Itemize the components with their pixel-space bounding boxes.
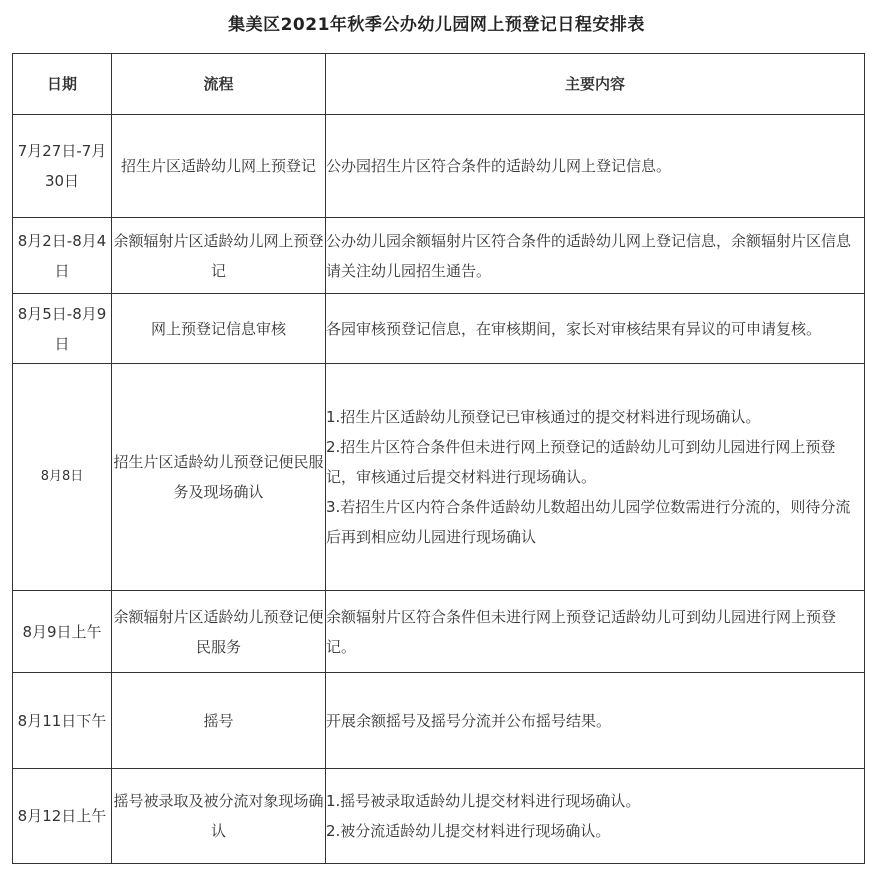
content-line: 1.招生片区适龄幼儿预登记已审核通过的提交材料进行现场确认。 [326, 408, 761, 426]
content-line: 公办幼儿园余额辐射片区符合条件的适龄幼儿网上登记信息，余额辐射片区信息请关注幼儿园招生通告。 [326, 231, 852, 280]
row-flow: 招生片区适龄幼儿预登记便民服务及现场确认 [112, 364, 326, 591]
table-row [13, 294, 865, 364]
content-line: 2.被分流适龄幼儿提交材料进行现场确认。 [326, 822, 611, 840]
row-content [326, 294, 865, 364]
row-content [326, 218, 865, 294]
header-date: 日期 [13, 54, 112, 115]
content-line: 开展余额摇号及摇号分流并公布摇号结果。 [326, 711, 612, 730]
row-date: 8月8日 [13, 364, 112, 591]
header-flow: 流程 [112, 54, 326, 115]
content-line: 公办园招生片区符合条件的适龄幼儿网上登记信息。 [326, 157, 672, 175]
row-date: 8月9日上午 [13, 591, 112, 673]
table-row [13, 673, 865, 769]
table-row [13, 364, 865, 591]
content-line: 2.招生片区符合条件但未进行网上预登记的适龄幼儿可到幼儿园进行网上预登记，审核通过后提交材料进行现场确认。 [326, 438, 836, 486]
row-date: 8月5日-8月9日 [13, 294, 112, 364]
row-date: 8月2日-8月4日 [13, 218, 112, 294]
row-flow: 招生片区适龄幼儿网上预登记 [112, 115, 326, 218]
row-flow: 摇号被录取及被分流对象现场确认 [112, 769, 326, 864]
header-content: 主要内容 [326, 54, 865, 115]
content-line: 3.若招生片区内符合条件适龄幼儿数超出幼儿园学位数需进行分流的，则待分流后再到相应幼儿园进行现场确认 [326, 498, 851, 546]
table-header-row [13, 54, 865, 115]
row-flow: 余额辐射片区适龄幼儿网上预登记 [112, 218, 326, 294]
row-content [326, 364, 865, 591]
table-row [13, 218, 865, 294]
row-flow: 网上预登记信息审核 [112, 294, 326, 364]
schedule-table [12, 53, 865, 864]
row-date: 8月12日上午 [13, 769, 112, 864]
row-content [326, 673, 865, 769]
table-row [13, 769, 865, 864]
row-content [326, 769, 865, 864]
row-content [326, 591, 865, 673]
row-date: 8月11日下午 [13, 673, 112, 769]
content-line: 1.摇号被录取适龄幼儿提交材料进行现场确认。 [326, 792, 641, 810]
row-content [326, 115, 865, 218]
row-flow: 摇号 [112, 673, 326, 769]
page-title: 集美区2021年秋季公办幼儿园网上预登记日程安排表 [228, 15, 645, 35]
table-row [13, 591, 865, 673]
table-row [13, 115, 865, 218]
content-line: 余额辐射片区符合条件但未进行网上预登记适龄幼儿可到幼儿园进行网上预登记。 [326, 607, 837, 656]
content-line: 各园审核预登记信息，在审核期间，家长对审核结果有异议的可申请复核。 [326, 319, 822, 338]
row-date: 7月27日-7月30日 [13, 115, 112, 218]
row-flow: 余额辐射片区适龄幼儿预登记便民服务 [112, 591, 326, 673]
